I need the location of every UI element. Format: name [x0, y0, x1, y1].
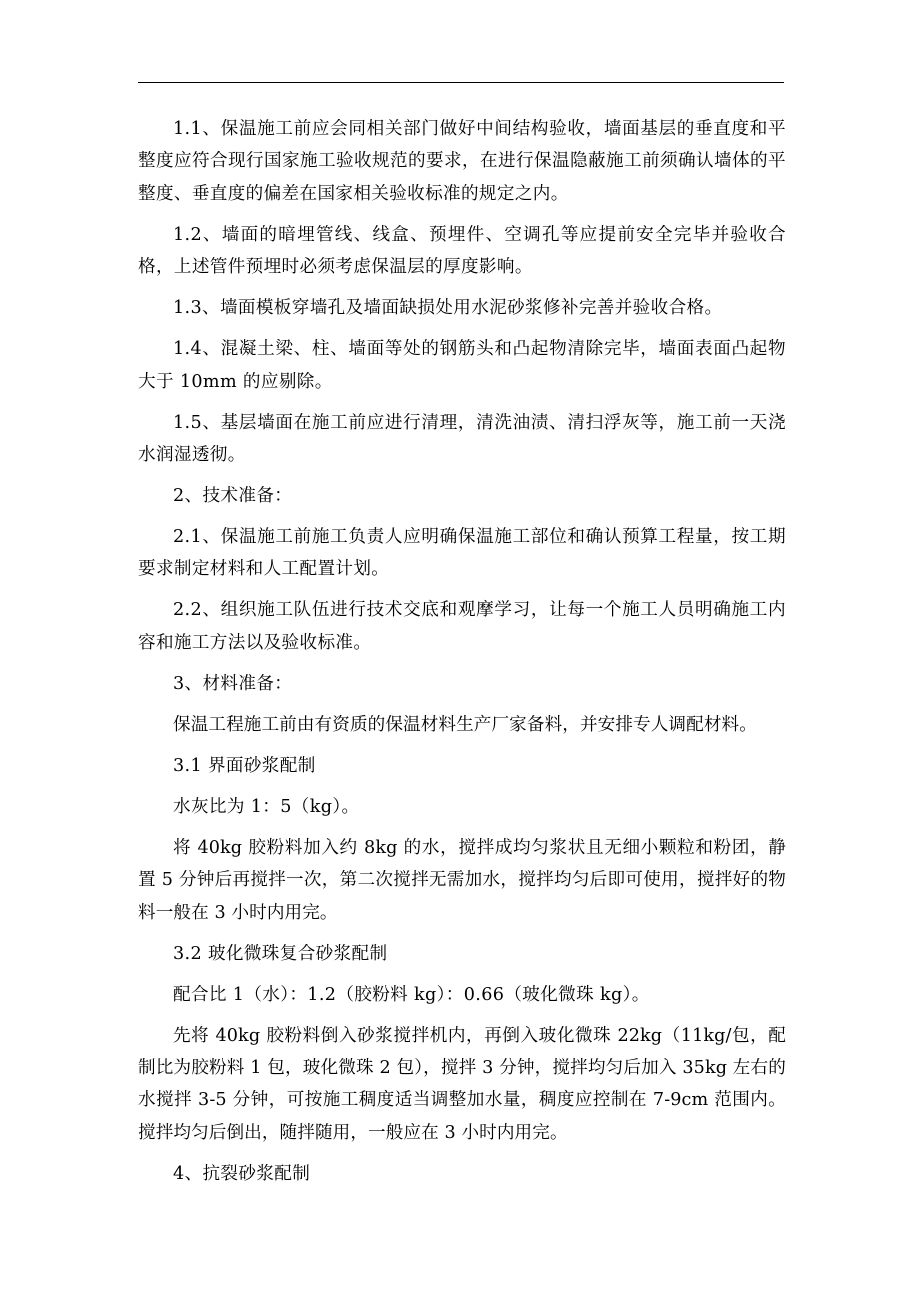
- document-body: [138, 113, 786, 1199]
- paragraph-2-2: 2.2、组织施工队伍进行技术交底和观摩学习，让每一个施工人员明确施工内容和施工方法以及验收标准。: [138, 600, 786, 653]
- header-divider: [138, 82, 784, 83]
- subsection-heading-vitrified-bead-mortar: 3.2 玻化微珠复合砂浆配制: [173, 943, 388, 964]
- paragraph-1-3: 1.3、墙面模板穿墙孔及墙面缺损处用水泥砂浆修补完善并验收合格。: [173, 298, 723, 319]
- paragraph-interface-mortar-method: 将 40kg 胶粉料加入约 8kg 的水，搅拌成均匀浆状且无细小颗粒和粉团，静置 5 分钟后再搅拌一次，第二次搅拌无需加水，搅拌均匀后即可使用，搅拌好的物料一般在 3 小时内用完。: [138, 837, 786, 923]
- section-heading-technical-preparation: 2、技术准备：: [173, 486, 293, 507]
- paragraph-1-4: 1.4、混凝土梁、柱、墙面等处的钢筋头和凸起物清除完毕，墙面表面凸起物大于 10mm 的应剔除。: [138, 339, 786, 392]
- paragraph-1-2: 1.2、墙面的暗埋管线、线盒、预埋件、空调孔等应提前安全完毕并验收合格，上述管件预埋时必须考虑保温层的厚度影响。: [138, 224, 786, 278]
- section-heading-material-preparation: 3、材料准备：: [173, 673, 293, 694]
- section-heading-anti-crack-mortar: 4、抗裂砂浆配制: [173, 1163, 311, 1184]
- subsection-heading-interface-mortar: 3.1 界面砂浆配制: [173, 755, 316, 776]
- paragraph-water-cement-ratio: 水灰比为 1：5（kg）。: [173, 796, 360, 817]
- paragraph-2-1: 2.1、保温施工前施工负责人应明确保温施工部位和确认预算工程量，按工期要求制定材料和人工配置计划。: [138, 527, 786, 580]
- paragraph-material-intro: 保温工程施工前由有资质的保温材料生产厂家备料，并安排专人调配材料。: [173, 714, 757, 735]
- paragraph-1-5: 1.5、基层墙面在施工前应进行清理，清洗油渍、清扫浮灰等，施工前一天浇水润湿透彻。: [138, 412, 786, 466]
- paragraph-1-1: 1.1、保温施工前应会同相关部门做好中间结构验收，墙面基层的垂直度和平整度应符合现行国家施工验收规范的要求，在进行保温隐蔽施工前须确认墙体的平整度、垂直度的偏差在国家相关验收标准的规定之内。: [138, 119, 786, 204]
- paragraph-vitrified-bead-method: 先将 40kg 胶粉料倒入砂浆搅拌机内，再倒入玻化微珠 22kg（11kg/包，配制比为胶粉料 1 包，玻化微珠 2 包），搅拌 3 分钟，搅拌均匀后加入 35kg 左右的水搅拌 3-5 分钟，可按施工稠度适当调整加水量，稠度应控制在 7-9cm 范围内。搅拌均匀后倒出，随拌随用，一般应在 3 小时内用完。: [138, 1025, 786, 1143]
- paragraph-mix-ratio: 配合比 1（水）：1.2（胶粉料 kg）：0.66（玻化微珠 kg）。: [173, 984, 650, 1005]
